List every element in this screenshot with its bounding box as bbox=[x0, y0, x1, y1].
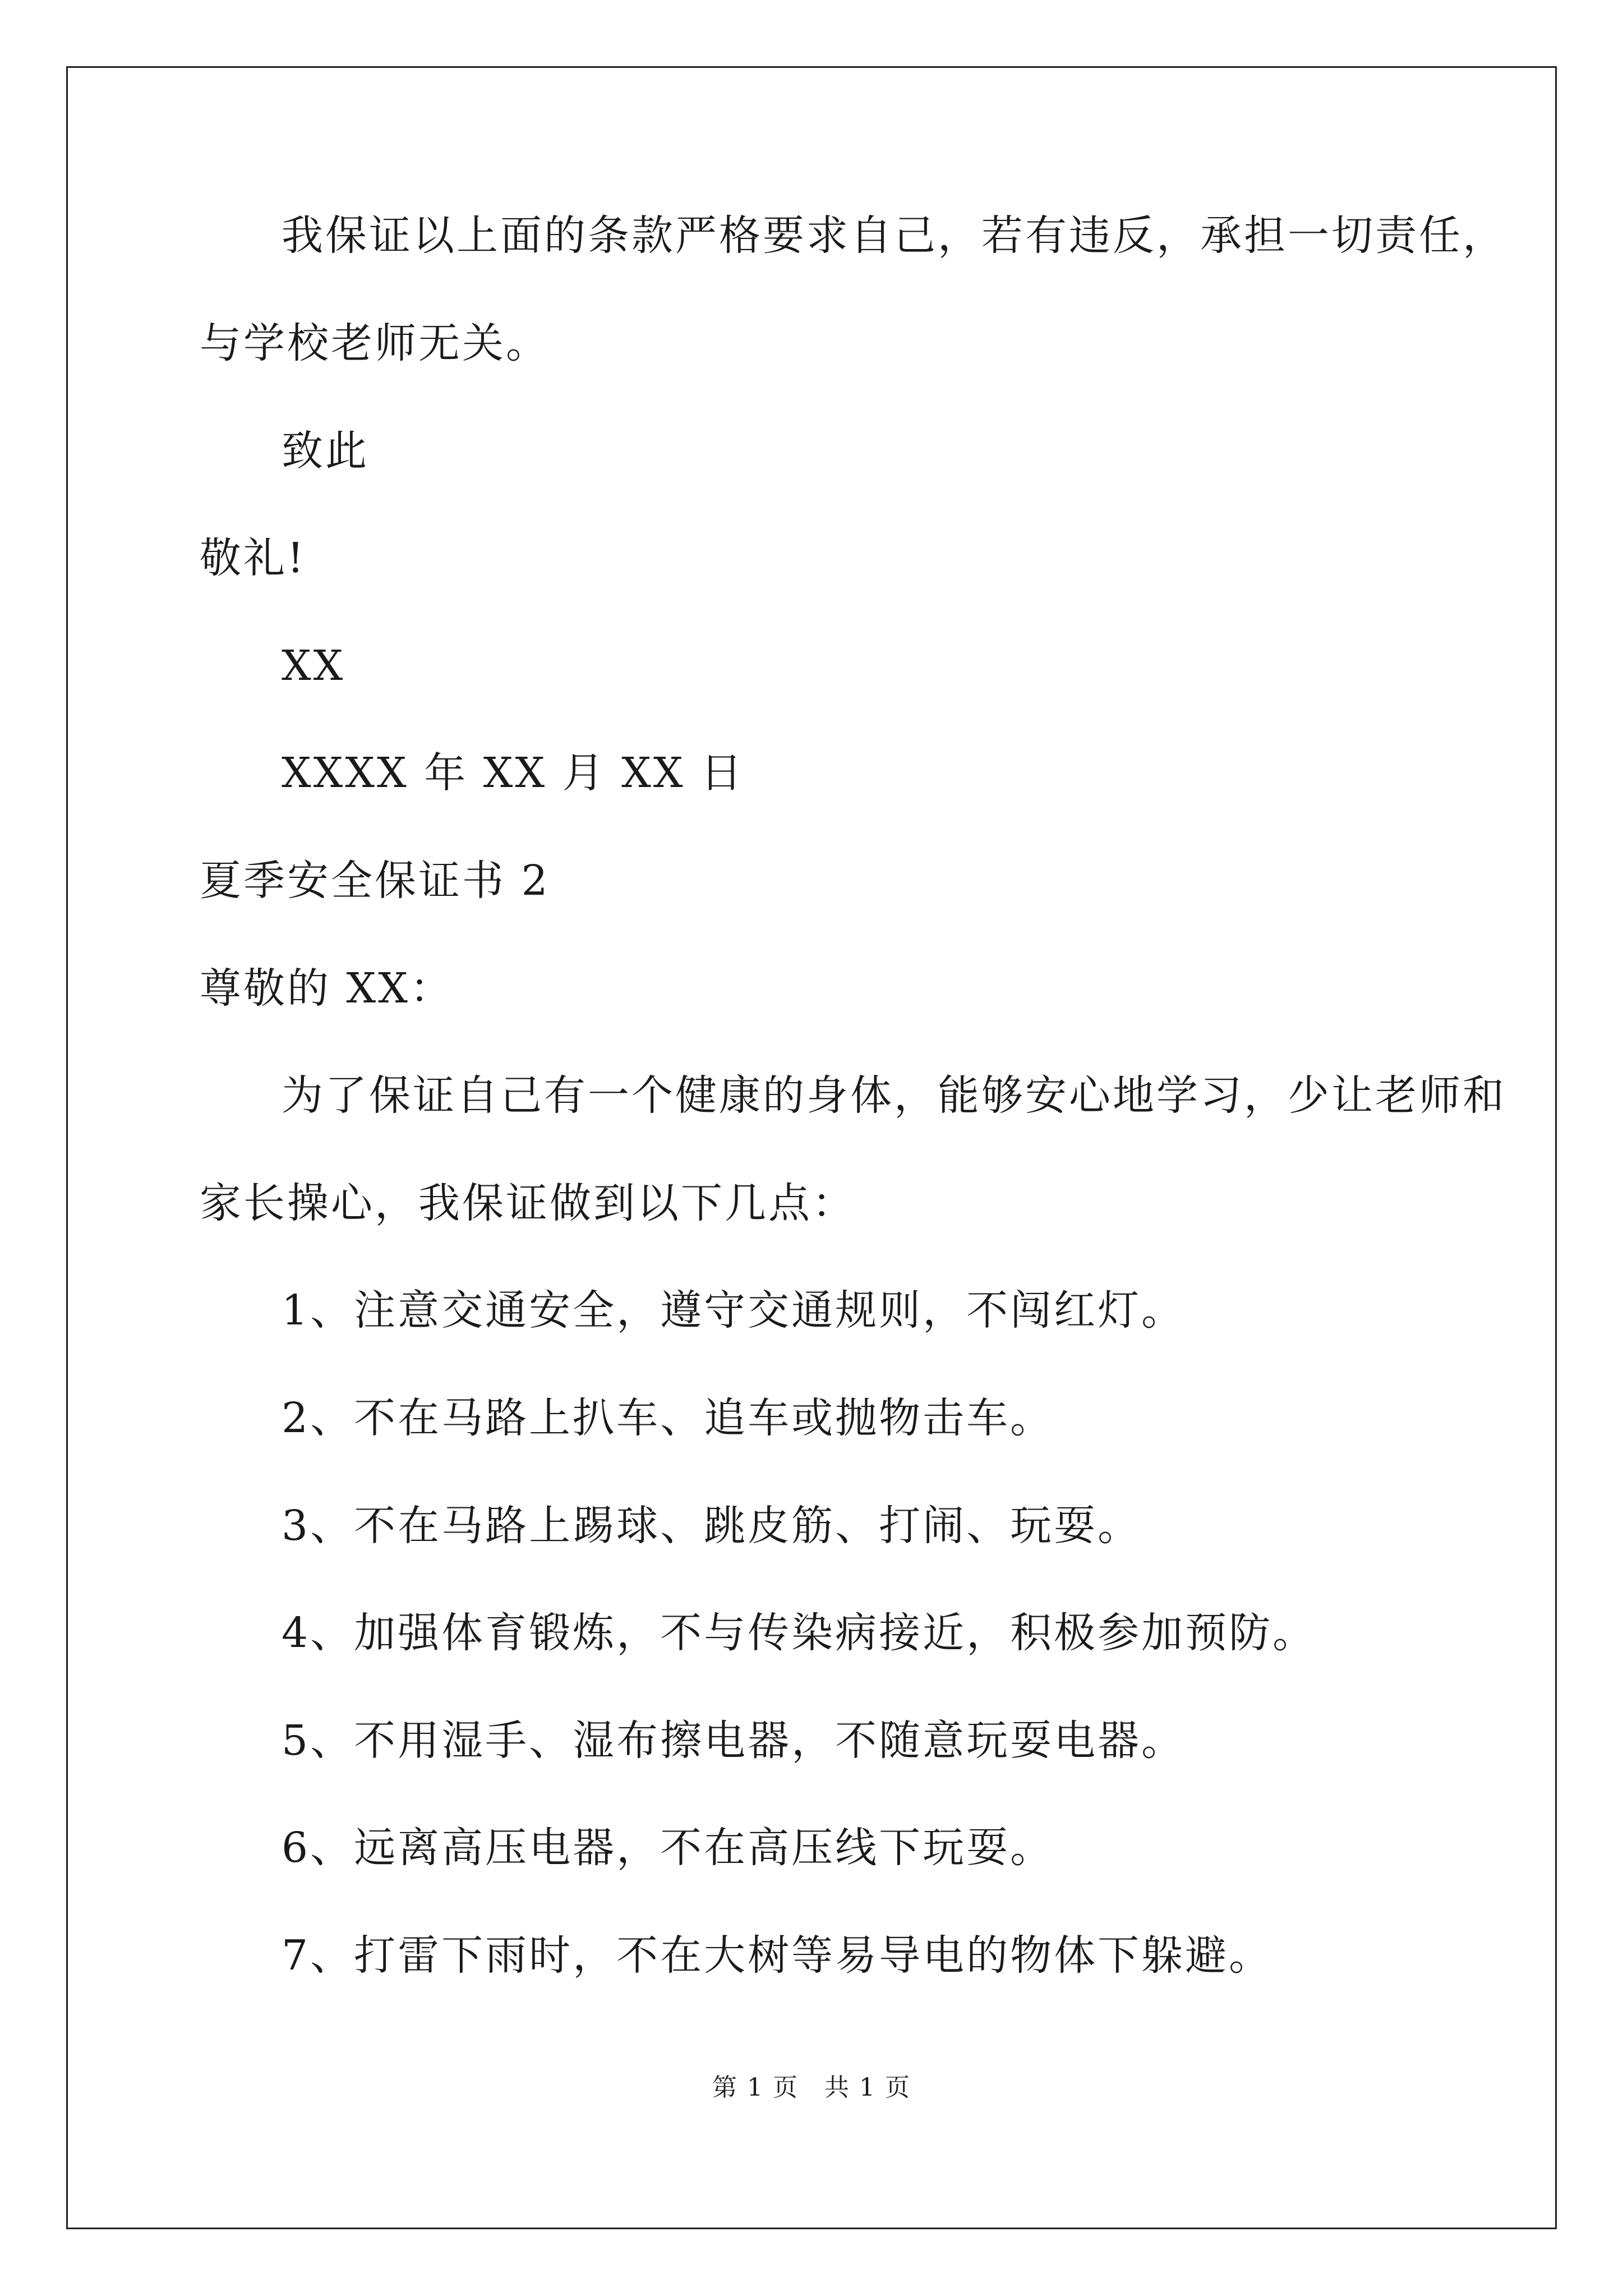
signature-date: XXXX 年 XX 月 XX 日 bbox=[282, 749, 745, 797]
page-number-footer: 第 1 页 共 1 页 bbox=[712, 2073, 911, 2102]
list-item-7: 7、打雷下雨时，不在大树等易导电的物体下躲避。 bbox=[282, 1931, 1273, 1980]
paragraph-commitment-line-1: 我保证以上面的条款严格要求自己，若有违反，承担一切责任， bbox=[282, 211, 1506, 260]
list-item-4: 4、加强体育锻炼，不与传染病接近，积极参加预防。 bbox=[282, 1609, 1317, 1657]
intro-line-2: 家长操心，我保证做到以下几点： bbox=[200, 1179, 856, 1227]
intro-line-1: 为了保证自己有一个健康的身体，能够安心地学习，少让老师和 bbox=[282, 1071, 1506, 1120]
signature-name: XX bbox=[282, 642, 345, 690]
list-item-3: 3、不在马路上踢球、跳皮筋、打闹、玩耍。 bbox=[282, 1502, 1142, 1550]
paragraph-commitment-line-2: 与学校老师无关。 bbox=[200, 319, 550, 367]
page-border bbox=[66, 66, 1557, 2229]
list-item-2: 2、不在马路上扒车、追车或抛物击车。 bbox=[282, 1394, 1054, 1442]
list-item-6: 6、远离高压电器，不在高压线下玩耍。 bbox=[282, 1824, 1054, 1872]
closing-regards: 敬礼! bbox=[200, 534, 306, 582]
closing-salutation: 致此 bbox=[282, 427, 369, 475]
list-item-1: 1、注意交通安全，遵守交通规则，不闯红灯。 bbox=[282, 1286, 1186, 1335]
list-item-5: 5、不用湿手、湿布擦电器，不随意玩耍电器。 bbox=[282, 1717, 1186, 1765]
greeting: 尊敬的 XX： bbox=[200, 964, 454, 1013]
section-title: 夏季安全保证书 2 bbox=[200, 857, 550, 905]
